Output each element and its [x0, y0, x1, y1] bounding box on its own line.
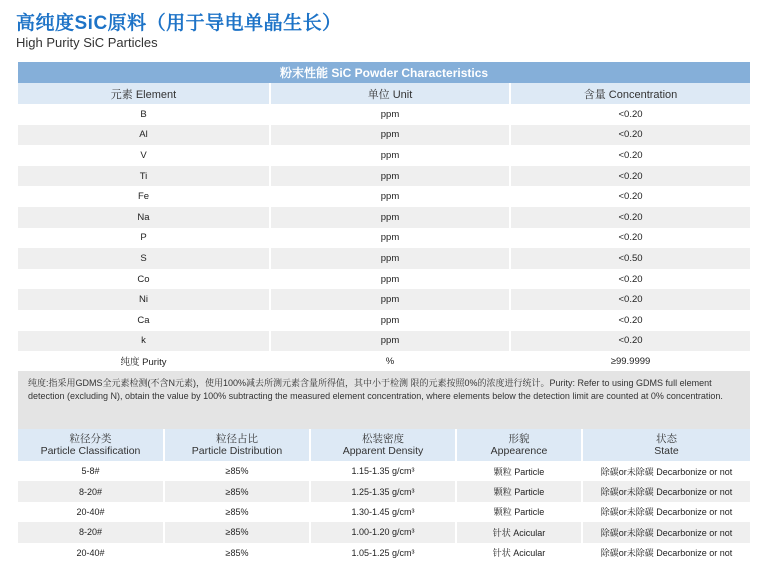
- table-cell: ≥99.9999: [510, 351, 750, 372]
- table-cell: 8-20#: [18, 481, 164, 501]
- table-cell: P: [18, 228, 270, 249]
- table-cell: 1.15-1.35 g/cm³: [310, 461, 456, 481]
- column-header-appearance: [456, 429, 582, 461]
- table-row: [18, 269, 750, 290]
- table-cell: ppm: [270, 310, 510, 331]
- table-cell: ≥85%: [164, 522, 310, 542]
- table-cell: ppm: [270, 289, 510, 310]
- table-row: [18, 310, 750, 331]
- table-cell: <0.20: [510, 289, 750, 310]
- purity-note: 纯度:指采用GDMS全元素检测(不含N元素)，使用100%减去所测元素含量所得值，其中小于检测 限的元素按照0%的浓度进行统计。Purity: Refer to using GDMS full element detection (excluding N), obtain the value by 100% subtracting the measured element concentration, where elements below the detection limit are counted at 0% concentration.: [18, 371, 750, 430]
- table-cell: k: [18, 331, 270, 352]
- table-cell: ≥85%: [164, 543, 310, 563]
- table-cell: 颗粒 Particle: [456, 461, 582, 481]
- table-row: [18, 461, 750, 481]
- column-header-state: [582, 429, 750, 461]
- table-cell: <0.20: [510, 104, 750, 125]
- column-header-classification: [18, 429, 164, 461]
- table-cell: ppm: [270, 228, 510, 249]
- table-cell: Na: [18, 207, 270, 228]
- table-cell: 除碳or未除碳 Decarbonize or not: [582, 543, 750, 563]
- table-cell: <0.20: [510, 228, 750, 249]
- particle-properties-table: [18, 429, 750, 563]
- table-row: [18, 481, 750, 501]
- header-en: Appearence: [490, 445, 548, 457]
- header-cn: 形貌: [508, 433, 530, 445]
- table-cell: 针状 Acicular: [456, 522, 582, 542]
- table-row: [18, 145, 750, 166]
- table-cell: ppm: [270, 166, 510, 187]
- table-cell: S: [18, 248, 270, 269]
- table-cell: 20-40#: [18, 543, 164, 563]
- table-cell: <0.20: [510, 269, 750, 290]
- table-cell: ≥85%: [164, 502, 310, 522]
- page-subtitle: High Purity SiC Particles: [16, 35, 158, 50]
- table-cell: ppm: [270, 145, 510, 166]
- table-cell: Ca: [18, 310, 270, 331]
- table-cell: <0.50: [510, 248, 750, 269]
- table-cell: <0.20: [510, 331, 750, 352]
- table-row: [18, 228, 750, 249]
- table-cell: 8-20#: [18, 522, 164, 542]
- table-cell: <0.20: [510, 125, 750, 146]
- table-cell: %: [270, 351, 510, 372]
- table-cell: Fe: [18, 186, 270, 207]
- table-cell: V: [18, 145, 270, 166]
- table-banner: 粉末性能 SiC Powder Characteristics: [18, 62, 750, 83]
- header-cn: 状态: [656, 433, 677, 445]
- table-row: [18, 522, 750, 542]
- table-cell: ppm: [270, 248, 510, 269]
- table-cell: 除碳or未除碳 Decarbonize or not: [582, 522, 750, 542]
- table-row: [18, 331, 750, 352]
- table-cell: 针状 Acicular: [456, 543, 582, 563]
- column-header-distribution: [164, 429, 310, 461]
- table-header-row: [18, 83, 750, 104]
- table-header-row: [18, 429, 750, 461]
- table-row: [18, 186, 750, 207]
- table-cell: ppm: [270, 331, 510, 352]
- table-cell: 除碳or未除碳 Decarbonize or not: [582, 481, 750, 501]
- table-row: [18, 125, 750, 146]
- column-header-element: 元素 Element: [18, 83, 270, 104]
- header-en: Apparent Density: [342, 445, 424, 457]
- table-cell: <0.20: [510, 186, 750, 207]
- table-cell: <0.20: [510, 145, 750, 166]
- table-cell: 1.05-1.25 g/cm³: [310, 543, 456, 563]
- column-header-concentration: 含量 Concentration: [510, 83, 750, 104]
- table-cell: B: [18, 104, 270, 125]
- header-cn: 粒径占比: [216, 433, 258, 445]
- table-row: [18, 104, 750, 125]
- table-cell: Ti: [18, 166, 270, 187]
- column-header-density: [310, 429, 456, 461]
- header-en: Particle Distribution: [191, 445, 283, 457]
- table-row: [18, 166, 750, 187]
- table-cell: 颗粒 Particle: [456, 481, 582, 501]
- table-cell: 1.00-1.20 g/cm³: [310, 522, 456, 542]
- table-cell: Co: [18, 269, 270, 290]
- table-cell: ppm: [270, 104, 510, 125]
- header-en: State: [654, 445, 679, 457]
- table-cell: 1.30-1.45 g/cm³: [310, 502, 456, 522]
- table-cell: 纯度 Purity: [18, 351, 270, 372]
- table-row: [18, 207, 750, 228]
- table-cell: ppm: [270, 207, 510, 228]
- table-cell: 除碳or未除碳 Decarbonize or not: [582, 461, 750, 481]
- header-en: Particle Classification: [40, 445, 141, 457]
- table-cell: <0.20: [510, 166, 750, 187]
- table-row: [18, 502, 750, 522]
- table-row: [18, 351, 750, 372]
- header-cn: 松装密度: [362, 433, 404, 445]
- table-row: [18, 289, 750, 310]
- column-header-unit: 单位 Unit: [270, 83, 510, 104]
- page-title: 高纯度SiC原料（用于导电单晶生长）: [16, 13, 342, 34]
- table-row: [18, 543, 750, 563]
- table-cell: ppm: [270, 186, 510, 207]
- table-cell: 颗粒 Particle: [456, 502, 582, 522]
- table-cell: 1.25-1.35 g/cm³: [310, 481, 456, 501]
- table-row: [18, 248, 750, 269]
- table-cell: ≥85%: [164, 461, 310, 481]
- table-cell: Al: [18, 125, 270, 146]
- table-cell: ≥85%: [164, 481, 310, 501]
- table-cell: ppm: [270, 269, 510, 290]
- table-cell: 除碳or未除碳 Decarbonize or not: [582, 502, 750, 522]
- powder-characteristics-table: [18, 62, 750, 372]
- table-cell: <0.20: [510, 207, 750, 228]
- table-cell: 20-40#: [18, 502, 164, 522]
- table-cell: ppm: [270, 125, 510, 146]
- table-cell: 5-8#: [18, 461, 164, 481]
- table-cell: Ni: [18, 289, 270, 310]
- header-cn: 粒径分类: [69, 433, 112, 445]
- table-cell: <0.20: [510, 310, 750, 331]
